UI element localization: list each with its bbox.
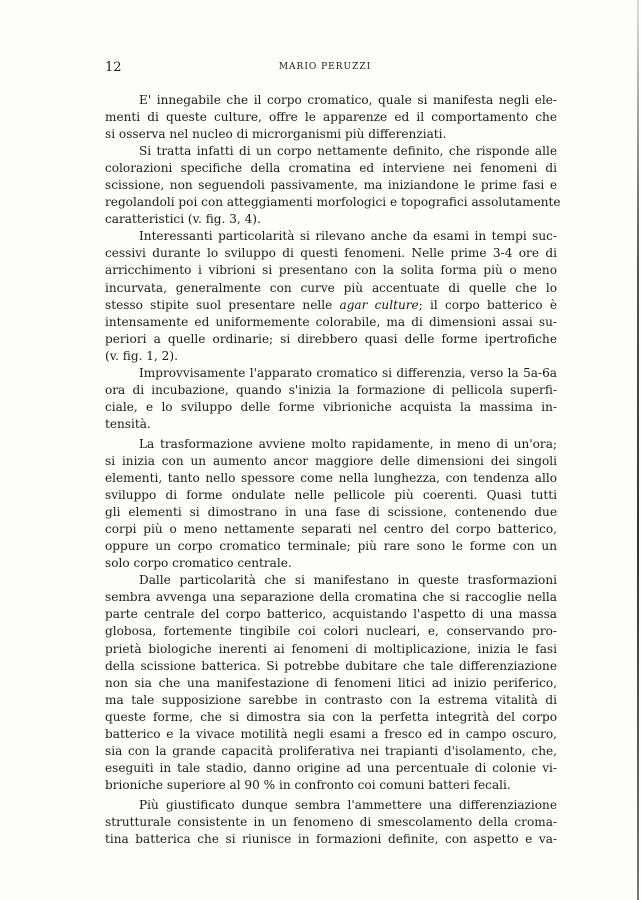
text-line: strutturale consistente in un fenomeno di smescolamento della croma- (105, 814, 557, 829)
text-line: E' innegabile che il corpo cromatico, quale si manifesta negli ele- (139, 93, 557, 107)
text-line: prietà biologiche inerenti ai fenomeni di moltiplicazione, inizia le fasi (105, 641, 557, 656)
text-line: colorazioni specifiche della cromatina ed interviene nei fenomeni di (105, 161, 557, 176)
text-line: incurvata, generalmente con curve più accentuate di quelle che lo (105, 280, 557, 295)
paragraph (105, 572, 557, 794)
text-line: elementi, tanto nello spessore come nella lunghezza, con tendenza allo (105, 471, 557, 486)
text-line: tina batterica che si riunisce in formazioni definite, con aspetto e va- (105, 832, 557, 847)
text-line: gli elementi si dimostrano in una fase di scissione, contenendo due (105, 505, 557, 520)
text-line: scissione, non seguendoli passivamente, ma iniziandone le prime fasi e (105, 178, 557, 193)
paragraph (105, 365, 557, 433)
text-line: batterico e la vivace motilità negli esami a fresco ed in campo oscuro, (105, 726, 557, 741)
paragraph (105, 436, 557, 572)
running-title: MARIO PERUZZI (278, 62, 372, 72)
text-line: ciale, e lo sviluppo delle forme vibrioniche acquista la massima in- (105, 399, 557, 414)
text-line: brioniche superiore al 90 % in confronto coi comuni batteri fecali. (105, 777, 511, 792)
text-line: intensamente ed uniformemente colorabile, ma di dimensioni assai su- (105, 314, 557, 329)
text-line: della scissione batterica. Si potrebbe dubitare che tale differenziazione (105, 658, 557, 673)
text-line: (v. fig. 1, 2). (105, 348, 178, 363)
text-line: oppure un corpo cromatico terminale; più rare sono le forme con un (105, 539, 557, 554)
paragraph (105, 143, 561, 228)
text-line: cessivi durante lo sviluppo di questi fenomeni. Nelle prime 3-4 ore di (105, 246, 557, 261)
body-text (105, 92, 561, 848)
text-line: sia con la grande capacità proliferativa nei trapianti d'isolamento, che, (105, 743, 557, 758)
text-line: globosa, fortemente tingibile coi colori nucleari, e, conservando pro- (105, 624, 557, 639)
text-segment: ; il corpo batterico è (418, 297, 557, 312)
text-line-with-italic (105, 297, 557, 314)
text-line: ma tale supposizione sarebbe in contrasto con la estrema vitalità di (105, 692, 557, 707)
paragraph (105, 228, 557, 364)
text-line: menti di queste culture, offre le apparenze ed il comportamento che (105, 110, 557, 125)
text-line: Più giustificato dunque sembra l'ammettere una differenziazione (139, 797, 557, 812)
text-line: si inizia con un aumento ancor maggiore delle dimensioni dei singoli (105, 453, 557, 468)
text-line: caratteristici (v. fig. 3, 4). (105, 212, 261, 227)
text-line: sembra avvenga una separazione della cromatina che si raccoglie nella (105, 590, 557, 605)
text-line: eseguiti in tale stadio, danno origine ad una percentuale di colonie vi- (105, 760, 557, 775)
text-line: La trasformazione avviene molto rapidamente, in meno di un'ora; (139, 436, 557, 451)
text-line: Improvvisamente l'apparato cromatico si differenzia, verso la 5a-6a (139, 365, 557, 380)
running-head (105, 60, 545, 80)
text-line: tensità. (105, 416, 151, 431)
paragraph (105, 92, 557, 143)
text-line: non sia che una manifestazione di fenomeni litici ad inizio periferico, (105, 675, 557, 690)
text-line: queste forme, che si dimostra sia con la perfetta integrità del corpo (105, 709, 557, 724)
paragraph (105, 797, 557, 848)
text-line: regolandoli poi con atteggiamenti morfologici e topografici assolutamente (105, 195, 561, 210)
italic-phrase: agar culture (339, 297, 419, 312)
text-line: parte centrale del corpo batterico, acquistando l'aspetto di una massa (105, 607, 557, 622)
text-line: solo corpo cromatico centrale. (105, 556, 292, 571)
text-line: sviluppo di forme ondulate nelle pellicole più coerenti. Quasi tutti (105, 488, 557, 503)
text-line: periori a quelle ordinarie; si direbbero quasi delle forme ipertrofiche (105, 331, 557, 346)
text-line: Interessanti particolarità si rilevano anche da esami in tempi suc- (139, 229, 557, 244)
text-line: Si tratta infatti di un corpo nettamente definito, che risponde alle (139, 144, 557, 159)
text-line: corpi più o meno nettamente separati nel centro del corpo batterico, (105, 522, 557, 537)
text-line: ora di incubazione, quando s'inizia la formazione di pellicola superfi- (105, 382, 557, 397)
text-line: Dalle particolarità che si manifestano in queste trasformazioni (139, 573, 557, 588)
page-edge-shadow (637, 0, 639, 900)
text-line: arricchimento i vibrioni si presentano con la solita forma più o meno (105, 263, 557, 278)
text-line: si osserva nel nucleo di microrganismi più differenziati. (105, 127, 447, 142)
page-number: 12 (105, 60, 122, 75)
text-segment: stesso stipite suol presentare nelle (105, 297, 340, 312)
